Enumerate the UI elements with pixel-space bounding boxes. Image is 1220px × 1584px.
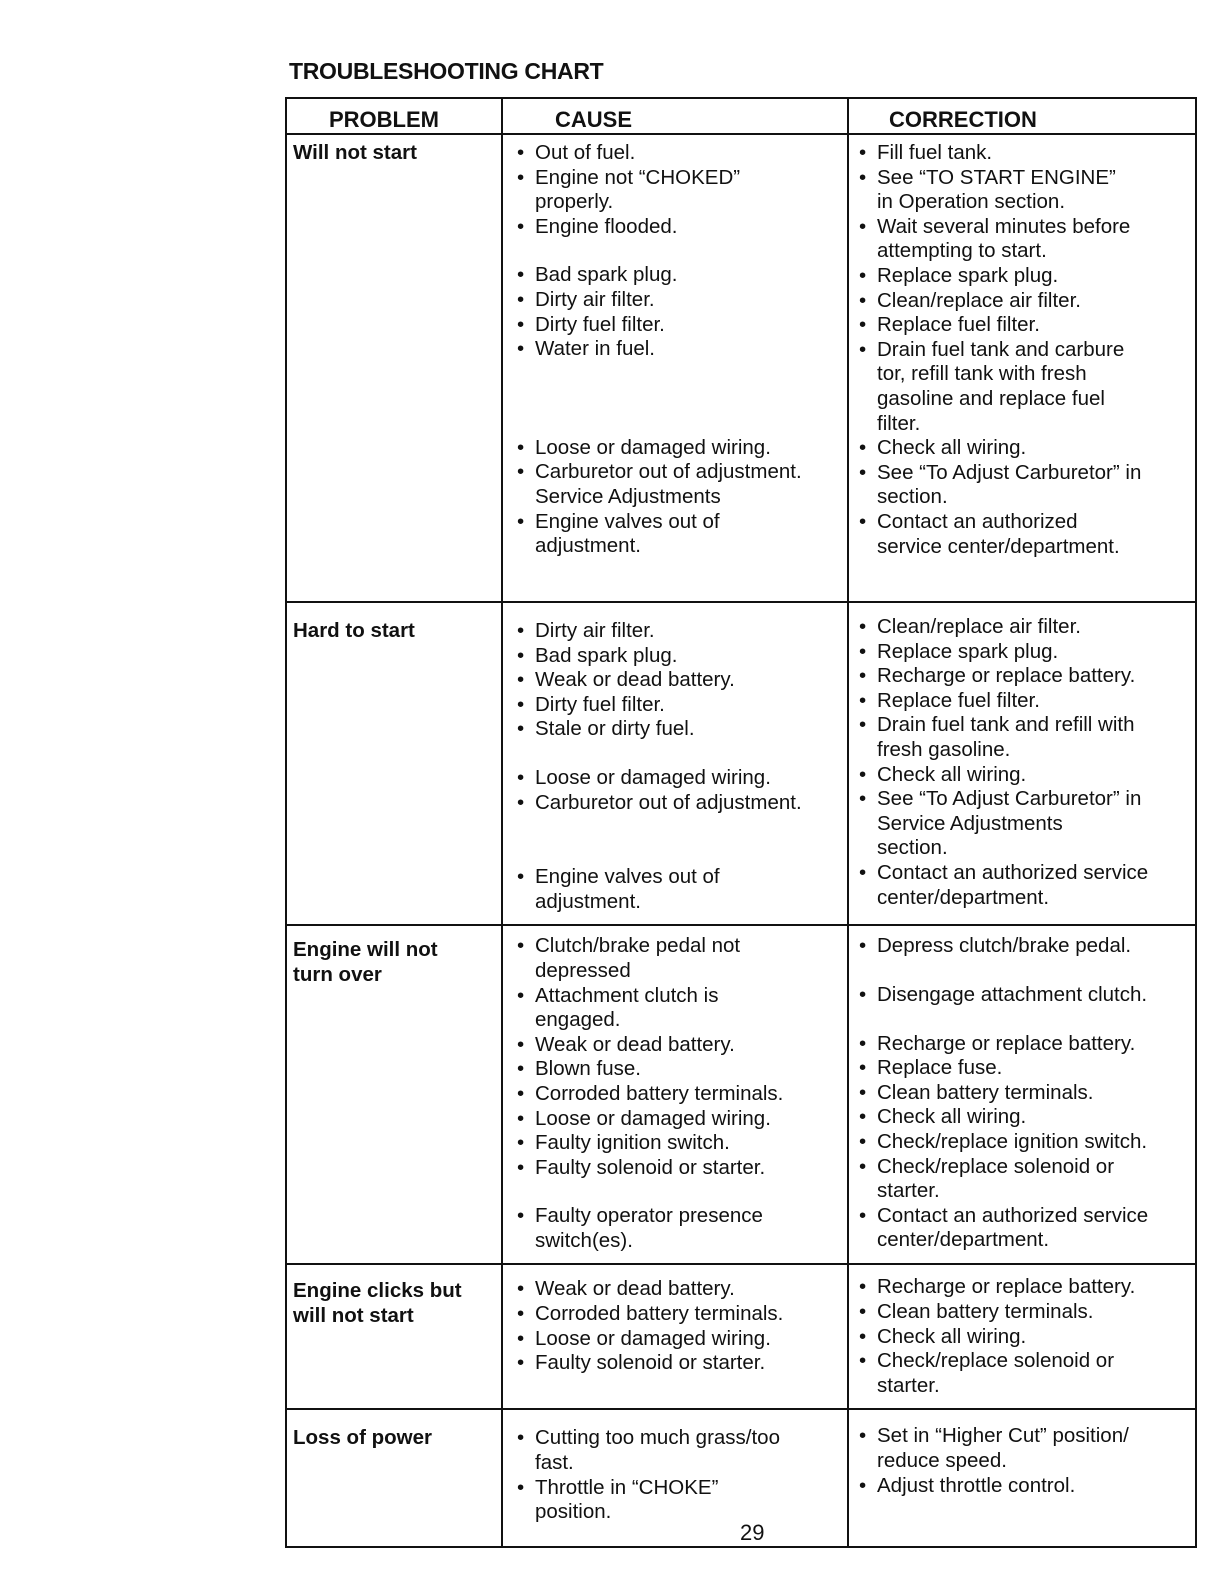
list-item: • Fill fuel tank. [857, 141, 1193, 166]
list-item: • Dirty fuel filter. [515, 313, 843, 338]
list-item: • See “To Adjust Carburetor” in Service Adjustments section. [857, 787, 1193, 861]
header-correction: CORRECTION [848, 98, 1196, 134]
list-item: • Check/replace ignition switch. [857, 1130, 1193, 1155]
correction-cell [848, 602, 1196, 925]
list-item: • Wait several minutes before attempting to start. [857, 215, 1193, 264]
cause-cell [502, 134, 848, 602]
list-item: • Clean battery terminals. [857, 1081, 1193, 1106]
list-item: • Engine valves out of adjustment. [515, 510, 843, 559]
list-item: • Depress clutch/brake pedal. [857, 934, 1193, 959]
cause-cell [502, 1264, 848, 1409]
list-item: • Faulty solenoid or starter. [515, 1156, 843, 1181]
list-item: • Bad spark plug. [515, 644, 843, 669]
list-item: • Dirty air filter. [515, 288, 843, 313]
list-item: • Faulty ignition switch. [515, 1131, 843, 1156]
list-item: • Contact an authorized service center/department. [857, 510, 1193, 559]
chart-title: TROUBLESHOOTING CHART [289, 58, 604, 84]
list-item: • Replace fuel filter. [857, 313, 1193, 338]
list-item: • Engine not “CHOKED” properly. [515, 166, 843, 215]
list-item: • Loose or damaged wiring. [515, 766, 843, 791]
list-item: • Water in fuel. [515, 337, 843, 362]
list-item: • Contact an authorized service center/department. [857, 861, 1193, 910]
list-item: • Drain fuel tank and carbure tor, refill tank with fresh gasoline and replace fuel filter. [857, 338, 1193, 436]
problem-cell: Engine will not turn over [286, 925, 502, 1264]
list-item: • Corroded battery terminals. [515, 1302, 843, 1327]
list-item: • Check all wiring. [857, 1105, 1193, 1130]
list-item: • Engine valves out of adjustment. [515, 865, 843, 914]
list-item: • See “To Adjust Carburetor” in section. [857, 461, 1193, 510]
list-item: • Recharge or replace battery. [857, 1032, 1193, 1057]
list-item: • Stale or dirty fuel. [515, 717, 843, 742]
list-item: • Blown fuse. [515, 1057, 843, 1082]
problem-cell: Engine clicks but will not start [286, 1264, 502, 1409]
problem-cell: Hard to start [286, 602, 502, 925]
list-item: • Replace fuse. [857, 1056, 1193, 1081]
list-item: • Set in “Higher Cut” position/ reduce speed. [857, 1424, 1193, 1473]
list-item: • Dirty fuel filter. [515, 693, 843, 718]
list-item: • Corroded battery terminals. [515, 1082, 843, 1107]
list-item: • Faulty operator presence switch(es). [515, 1204, 843, 1253]
list-item: • Bad spark plug. [515, 263, 843, 288]
header-problem: PROBLEM [286, 98, 502, 134]
list-item: • Attachment clutch is engaged. [515, 984, 843, 1033]
list-item: • Engine flooded. [515, 215, 843, 240]
list-item: • Recharge or replace battery. [857, 1275, 1193, 1300]
list-item: • Clean/replace air filter. [857, 615, 1193, 640]
list-item: • Recharge or replace battery. [857, 664, 1193, 689]
problem-cell: Will not start [286, 134, 502, 602]
list-item: • Clutch/brake pedal not depressed [515, 934, 843, 983]
list-item: • Loose or damaged wiring. [515, 1327, 843, 1352]
list-item: • Contact an authorized service center/department. [857, 1204, 1193, 1253]
table-row [286, 602, 1196, 925]
list-item: • Dirty air filter. [515, 619, 843, 644]
table-row [286, 134, 1196, 602]
list-item: • Clean/replace air filter. [857, 289, 1193, 314]
header-row [286, 98, 1196, 134]
list-item: • Check/replace solenoid or starter. [857, 1349, 1193, 1398]
table-row [286, 1264, 1196, 1409]
page-number: 29 [740, 1520, 765, 1545]
list-item: • Check/replace solenoid or starter. [857, 1155, 1193, 1204]
list-item: • Loose or damaged wiring. [515, 436, 843, 461]
cause-cell [502, 1409, 848, 1547]
list-item: • Check all wiring. [857, 436, 1193, 461]
list-item: • Check all wiring. [857, 763, 1193, 788]
list-item: • Replace spark plug. [857, 264, 1193, 289]
cause-cell [502, 925, 848, 1264]
troubleshooting-table [285, 97, 1197, 1548]
list-item: • Drain fuel tank and refill with fresh gasoline. [857, 713, 1193, 762]
list-item: • Weak or dead battery. [515, 668, 843, 693]
list-item: • Throttle in “CHOKE” position. [515, 1476, 843, 1525]
correction-cell [848, 1409, 1196, 1547]
list-item: • Loose or damaged wiring. [515, 1107, 843, 1132]
list-item: • Adjust throttle control. [857, 1474, 1193, 1499]
list-item: • Carburetor out of adjustment. [515, 791, 843, 816]
correction-cell [848, 925, 1196, 1264]
list-item: • Clean battery terminals. [857, 1300, 1193, 1325]
list-item: • Faulty solenoid or starter. [515, 1351, 843, 1376]
list-item: • Disengage attachment clutch. [857, 983, 1193, 1008]
list-item: • Carburetor out of adjustment. Service Adjustments [515, 460, 843, 509]
list-item: • Replace spark plug. [857, 640, 1193, 665]
list-item: • Check all wiring. [857, 1325, 1193, 1350]
list-item: • See “TO START ENGINE” in Operation section. [857, 166, 1193, 215]
cause-cell [502, 602, 848, 925]
list-item: • Weak or dead battery. [515, 1033, 843, 1058]
list-item: • Weak or dead battery. [515, 1277, 843, 1302]
correction-cell [848, 134, 1196, 602]
table-row [286, 925, 1196, 1264]
problem-cell: Loss of power [286, 1409, 502, 1547]
list-item: • Cutting too much grass/too fast. [515, 1426, 843, 1475]
header-cause: CAUSE [502, 98, 848, 134]
list-item: • Out of fuel. [515, 141, 843, 166]
correction-cell [848, 1264, 1196, 1409]
list-item: • Replace fuel filter. [857, 689, 1193, 714]
